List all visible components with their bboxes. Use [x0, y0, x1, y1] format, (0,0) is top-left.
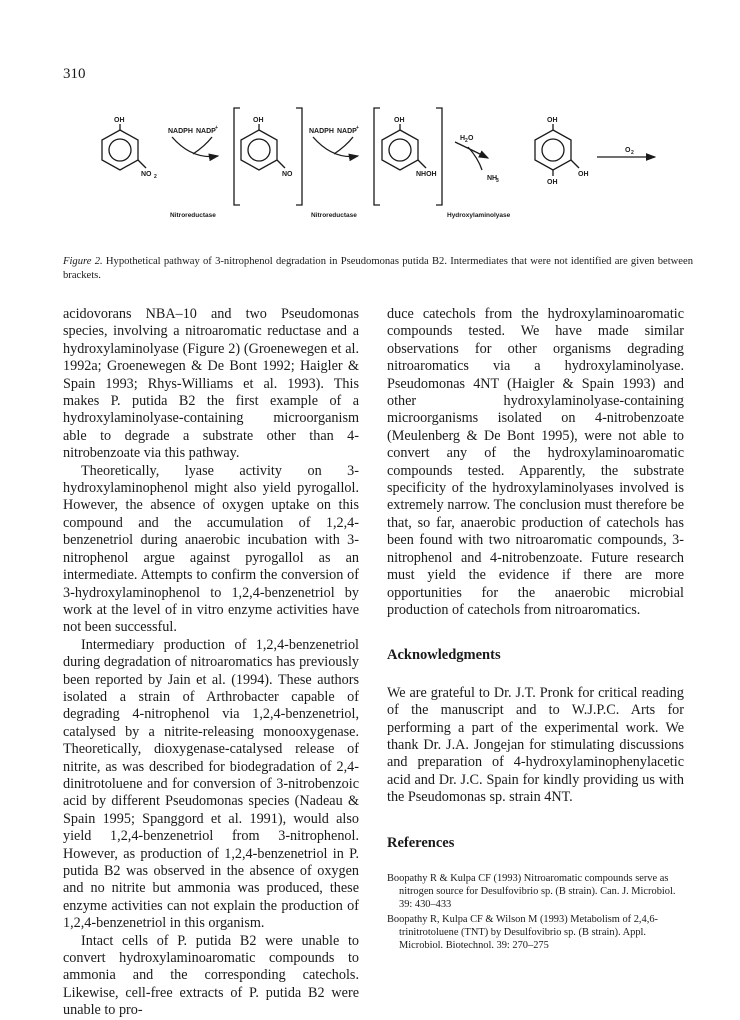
oh-label-2: OH — [253, 117, 264, 124]
bracket-right-2 — [436, 108, 442, 205]
svg-text:2: 2 — [154, 174, 157, 180]
acknowledgments-heading: Acknowledgments — [387, 647, 501, 664]
o2-label: O — [625, 147, 631, 154]
acknowledgments-text: We are grateful to Dr. J.T. Pronk for critical reading of the manuscript and to W.J.P.C. Arts for performing a part of the experimental work. We thank Dr. J.A. Jongejan for stimulating discussions and preparation of 4-hydroxylaminophenylacetic acid and Dr. J.C. Spain for kindly providing us with the Pseudomonas sp. strain 4NT. — [387, 684, 684, 806]
no2-label: NO — [141, 171, 152, 178]
paragraph: acidovorans NBA–10 and two Pseudomonas species, involving a nitroaromatic reductase and a hydroxylaminolyase (Figure 2) (Groenewegen et al. 1992a; Groenewegen & De Bont 1992; Haigler & Spain 1993; Rhys-Williams et al. 1993). This makes P. putida B2 the first example of a hydroxylaminolyase-containing microorganism able to degrade a substrate other than 4-nitrobenzoate via this pathway. — [63, 306, 359, 462]
reference-item: Boopathy R, Kulpa CF & Wilson M (1993) Metabolism of 2,4,6-trinitrotoluene (TNT) by Desulfovibrio sp. (B strain). Appl. Microbiol. Biotechnol. 39: 270–275 — [387, 913, 658, 951]
arrow-step-3 — [455, 142, 488, 158]
bracket-left-2 — [374, 108, 380, 205]
paragraph: Theoretically, lyase activity on 3-hydroxylaminophenol might also yield pyrogallol. However, the absence of oxygen uptake on this compound and the accumulation of 1,2,4-benzenetriol during anaerobic incubation with 3-nitrophenol argue against pyrogallol as an intermediate. Attempts to confirm the conversion of 3-hydroxylaminophenol to 1,2,4-benzenetriol by work at the level of in vitro enzyme activities have not been successful. — [63, 462, 359, 636]
nadp-label-1: NADP — [196, 128, 216, 135]
figure-label: Figure 2. — [63, 256, 103, 267]
bracket-right-1 — [296, 108, 302, 205]
enzyme-label-1: Nitroreductase — [170, 212, 216, 219]
nadph-label-2: NADPH — [309, 128, 334, 135]
paragraph: Intermediary production of 1,2,4-benzenetriol during degradation of nitroaromatics has previously been reported by Jain et al. (1994). These authors isolated a strain of Arthrobacter capable of degrading 4-nitrophenol via 1,2,4-benzenetriol, catalysed by a nitrite-releasing monooxygenase. Theoretically, dioxygenase-catalysed release of nitrite, as was described for biodegradation of 2,4-dinitrotoluene and for conversion of 3-nitrobenzoic acid by different Pseudomonas species (Nadeau & Spain 1995; Spanggord et al. 1991), would also yield 1,2,4-benzenetriol from 3-nitrophenol. However, as production of 1,2,4-benzenetriol in P. putida B2 was observed in the absence of oxygen and no nitrite but ammonia was produced, these enzyme activities can not explain the production of 1,2,4-benzenetriol in this organism. — [63, 636, 359, 932]
left-column — [63, 306, 359, 1020]
nadph-label-1: NADPH — [168, 128, 193, 135]
benzene-ring-1 — [102, 130, 138, 170]
benzene-ring-2 — [241, 130, 277, 170]
references-heading: References — [387, 834, 455, 851]
benzene-ring-3 — [382, 130, 418, 170]
svg-text:O: O — [468, 135, 474, 142]
svg-text:3: 3 — [496, 178, 499, 184]
figure-caption-text: Hypothetical pathway of 3-nitrophenol degradation in Pseudomonas putida B2. Intermediates that were not identified are given between brackets. — [63, 256, 693, 281]
oh-label-1: OH — [114, 117, 125, 124]
svg-text:+: + — [356, 125, 359, 131]
reference-item: Boopathy R & Kulpa CF (1993) Nitroaromatic compounds serve as nitrogen source for Desulfovibrio sp. (B strain). Can. J. Microbiol. 39: 430–433 — [387, 872, 676, 911]
benzene-ring-4 — [535, 130, 571, 170]
arrow-step-1 — [172, 137, 218, 157]
oh-label-3: OH — [394, 117, 405, 124]
bracket-left-1 — [234, 108, 240, 205]
pathway-scheme — [0, 96, 740, 256]
svg-text:+: + — [215, 125, 218, 131]
page-number: 310 — [63, 66, 86, 82]
oh-label-4: OH — [547, 117, 558, 124]
paragraph: duce catechols from the hydroxylaminoaromatic compounds tested. We have made similar observations for other organisms degrading nitroaromatics via a hydroxylaminolyase. Pseudomonas 4NT (Haigler & Spain 1993) and other hydroxylaminolyase-containing microorganisms isolated on 4-nitrobenzoate (Meulenberg & De Bont 1995), were not able to convert any of the hydroxylaminoaromatic compounds tested. Apparently, the substrate specificity of the hydroxylaminolyases involved is extremely narrow. The conclusion must therefore be that, so far, anaerobic production of catechols has been found with two nitroaromatic compounds, 3-nitrophenol and 4-nitrobenzoate. Future research must yield the evidence if there are more opportunities for the anaerobic microbial production of catechols from nitroaromatics. — [387, 306, 684, 618]
figure-caption — [63, 255, 693, 283]
oh-label-6: OH — [547, 179, 558, 186]
enzyme-label-2: Nitroreductase — [311, 212, 357, 219]
h2o-label: H — [460, 135, 466, 142]
enzyme-label-3: Hydroxylaminolyase — [447, 212, 511, 219]
right-column — [387, 306, 684, 953]
svg-text:2: 2 — [465, 138, 468, 144]
nh3-label: NH — [487, 175, 498, 182]
nhoh-label: NHOH — [416, 171, 437, 178]
no-label: NO — [282, 171, 293, 178]
reference-list — [387, 872, 684, 952]
paragraph: Intact cells of P. putida B2 were unable to convert hydroxylaminoaromatic compounds to ammonia and the corresponding catechols. Likewise, cell-free extracts of P. putida B2 were unable to pro- — [63, 932, 359, 1019]
svg-text:2: 2 — [631, 150, 634, 156]
oh-label-5: OH — [578, 171, 589, 178]
nadp-label-2: NADP — [337, 128, 357, 135]
